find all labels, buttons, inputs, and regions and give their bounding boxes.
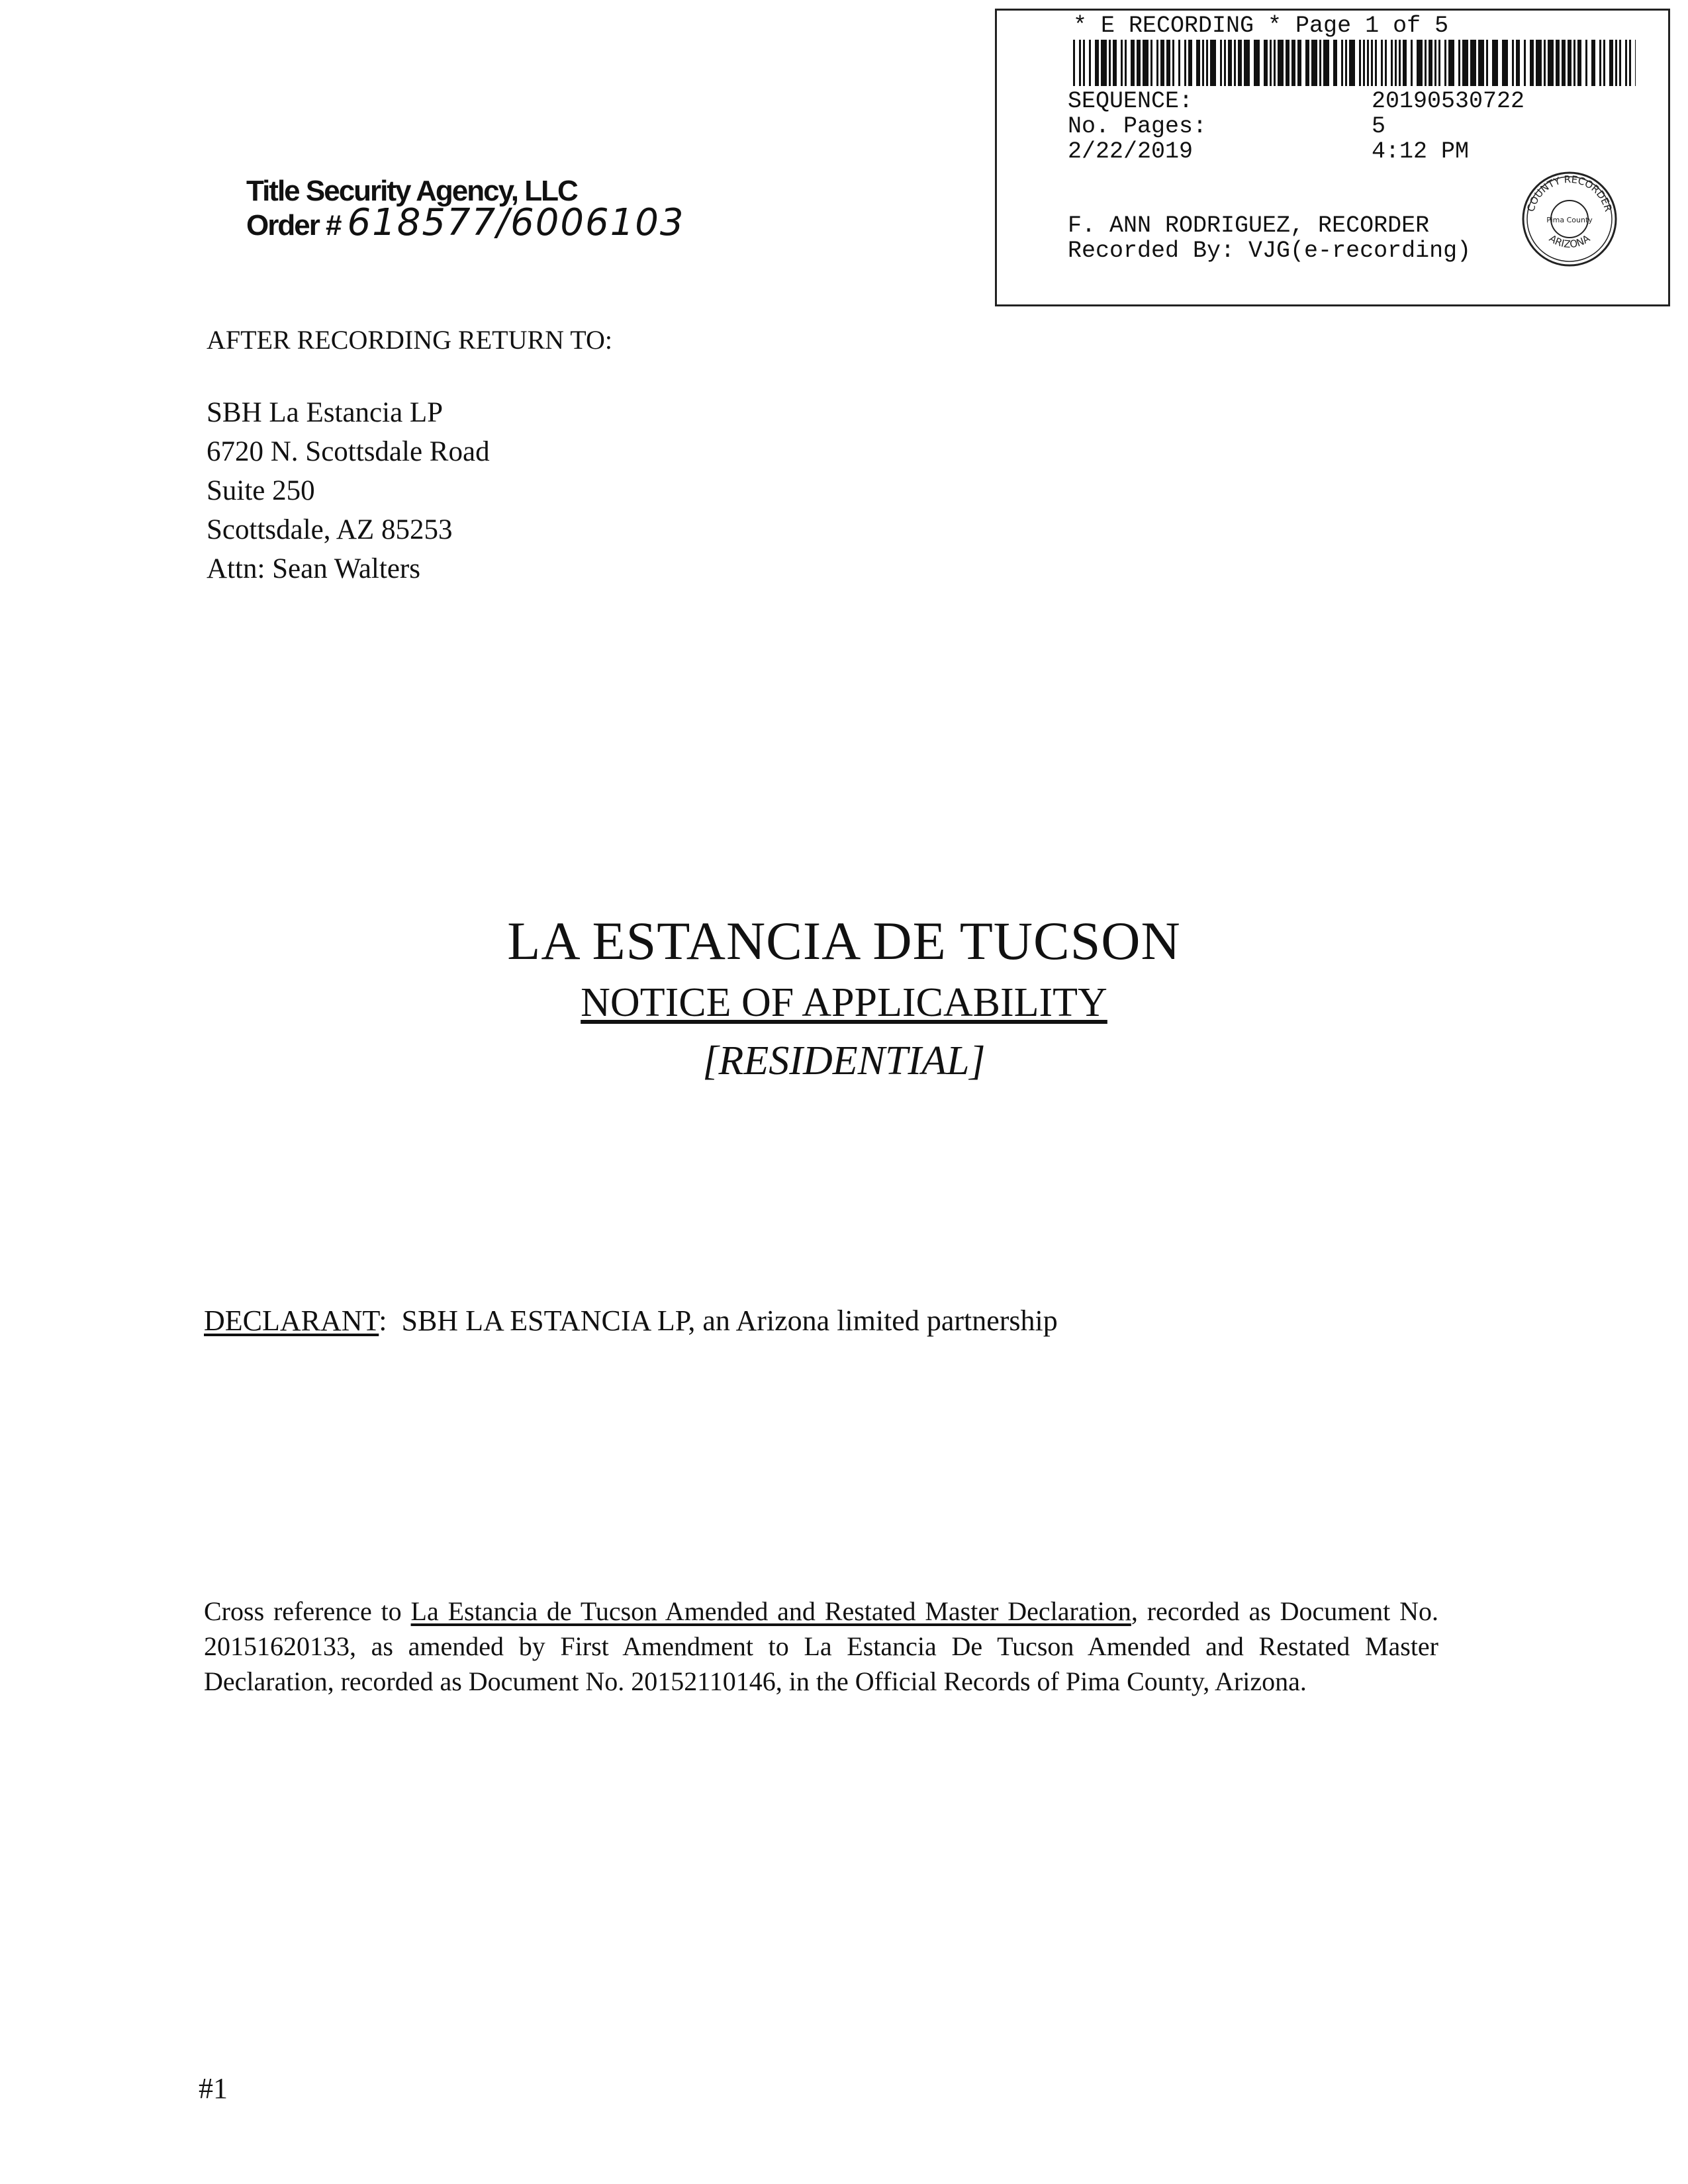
barcode-bar: [1150, 40, 1152, 86]
barcode-bar: [1411, 40, 1413, 86]
barcode-bar: [1172, 40, 1174, 86]
recorder-name: F. ANN RODRIGUEZ, RECORDER: [1068, 212, 1430, 239]
declarant-name: SBH LA ESTANCIA LP,: [401, 1304, 696, 1337]
barcode-bar: [1458, 40, 1460, 86]
barcode-bar: [1101, 40, 1107, 86]
barcode-bar: [1178, 40, 1180, 86]
recorded-by: Recorded By: VJG(e-recording): [1068, 238, 1472, 264]
barcode-bar: [1556, 40, 1560, 86]
barcode-bar: [1385, 40, 1387, 86]
cross-reference-doc-title: La Estancia de Tucson Amended and Restated Master Declaration: [410, 1596, 1131, 1626]
barcode-bar: [1512, 40, 1514, 86]
barcode-bar: [1349, 40, 1355, 86]
barcode-bar: [1536, 40, 1542, 86]
declarant-line: [204, 1304, 1058, 1338]
barcode-bar: [1125, 40, 1127, 86]
document-subtitle: NOTICE OF APPLICABILITY: [581, 980, 1107, 1025]
barcode-bar: [1297, 40, 1301, 86]
cross-reference-prefix: Cross reference to: [204, 1596, 402, 1626]
declarant-colon: :: [379, 1304, 387, 1337]
barcode-bar: [1486, 40, 1488, 86]
barcode-bar: [1381, 40, 1383, 86]
barcode-bar: [1585, 40, 1587, 86]
barcode-bar: [1399, 40, 1401, 86]
barcode-bar: [1319, 40, 1321, 86]
barcode-bar: [1573, 40, 1575, 86]
stamp-order-line: [246, 201, 685, 244]
barcode-bar: [1462, 40, 1468, 86]
barcode-bar: [1274, 40, 1276, 86]
svg-text:COUNTY RECORDER: [1524, 173, 1614, 213]
barcode-bar: [1311, 40, 1317, 86]
barcode-bar: [1516, 40, 1520, 86]
barcode-bar: [1609, 40, 1613, 86]
barcode-bar: [1371, 40, 1373, 86]
recording-info-box: [995, 9, 1670, 306]
barcode-bar: [1544, 40, 1546, 86]
barcode-bar: [1286, 40, 1289, 86]
barcode-bar: [1196, 40, 1200, 86]
barcode-bar: [1367, 40, 1369, 86]
barcode-bar: [1121, 40, 1123, 86]
title-company-stamp: [246, 175, 685, 242]
return-to-heading: AFTER RECORDING RETURN TO:: [207, 325, 613, 355]
barcode-bar: [1395, 40, 1397, 86]
document-type: [RESIDENTIAL]: [702, 1038, 986, 1083]
barcode-bar: [1270, 40, 1272, 86]
barcode-bar: [1548, 40, 1554, 86]
barcode-bar: [1291, 40, 1295, 86]
barcode-bar: [1434, 40, 1436, 86]
recording-header: * E RECORDING * Page 1 of 5: [1073, 13, 1449, 39]
barcode-bar: [1375, 40, 1377, 86]
return-address-line: Scottsdale, AZ 85253: [207, 514, 453, 545]
barcode-bar: [1089, 40, 1091, 86]
barcode-bar: [1083, 40, 1085, 86]
barcode-bar: [1502, 40, 1508, 86]
barcode-bar: [1206, 40, 1208, 86]
pages-label: No. Pages:: [1068, 113, 1207, 140]
barcode-bar: [1530, 40, 1534, 86]
declarant-description: an Arizona limited partnership: [702, 1304, 1058, 1337]
barcode-bar: [1188, 40, 1192, 86]
barcode-bar: [1345, 40, 1347, 86]
cross-reference-paragraph: [204, 1594, 1438, 1699]
barcode-bar: [1305, 40, 1309, 86]
document-title: LA ESTANCIA DE TUCSON: [507, 911, 1181, 971]
return-address-line: 6720 N. Scottsdale Road: [207, 436, 490, 467]
barcode-bar: [1220, 40, 1222, 86]
barcode-bar: [1073, 40, 1075, 86]
barcode-bar: [1470, 40, 1476, 86]
barcode-bar: [1137, 40, 1141, 86]
barcode-bar: [1238, 40, 1242, 86]
barcode-bar: [1323, 40, 1329, 86]
stamp-company: Title Security Agency, LLC: [246, 175, 577, 207]
barcode-bar: [1438, 40, 1440, 86]
stamp-order-label: Order #: [246, 209, 341, 242]
seal-text-top: COUNTY RECORDER: [1524, 173, 1615, 213]
barcode-bar: [1603, 40, 1605, 86]
barcode: [1073, 40, 1636, 86]
barcode-bar: [1113, 40, 1117, 86]
barcode-bar: [1244, 40, 1250, 86]
barcode-bar: [1184, 40, 1186, 86]
barcode-bar: [1224, 40, 1226, 86]
barcode-bar: [1635, 40, 1636, 86]
barcode-bar: [1568, 40, 1571, 86]
barcode-bar: [1341, 40, 1343, 86]
barcode-bar: [1524, 40, 1526, 86]
barcode-bar: [1591, 40, 1595, 86]
page-number: #1: [199, 2072, 228, 2105]
barcode-bar: [1095, 40, 1099, 86]
barcode-bar: [1444, 40, 1446, 86]
barcode-bar: [1577, 40, 1581, 86]
barcode-bar: [1359, 40, 1361, 86]
barcode-bar: [1228, 40, 1232, 86]
barcode-bar: [1615, 40, 1617, 86]
barcode-bar: [1391, 40, 1393, 86]
seal-text-bottom: ARIZONA: [1546, 232, 1593, 251]
sequence-value: 20190530722: [1372, 88, 1525, 114]
recording-date: 2/22/2019: [1068, 138, 1194, 165]
barcode-bar: [1156, 40, 1158, 86]
return-address-line: SBH La Estancia LP: [207, 397, 444, 428]
sequence-label: SEQUENCE:: [1068, 88, 1194, 114]
pages-value: 5: [1372, 113, 1386, 140]
seal-text-center: Pima County: [1546, 216, 1593, 224]
recording-time: 4:12 PM: [1372, 138, 1470, 165]
stamp-order-number: 618577/6006103: [347, 201, 685, 244]
return-address-line: Suite 250: [207, 475, 315, 506]
barcode-bar: [1143, 40, 1149, 86]
cross-reference-rest: , recorded as Document No. 20151620133, as amended by First Amendment to La Estancia De Tucson Amended and Restated Master Declaration, recorded as Document No. 20152110146, in the Official Records of Pima County, Arizona.: [204, 1596, 1439, 1696]
barcode-bar: [1278, 40, 1284, 86]
barcode-bar: [1403, 40, 1407, 86]
barcode-bar: [1131, 40, 1135, 86]
barcode-bar: [1599, 40, 1601, 86]
barcode-bar: [1264, 40, 1268, 86]
barcode-bar: [1254, 40, 1260, 86]
barcode-bar: [1202, 40, 1204, 86]
declarant-label: DECLARANT: [204, 1304, 379, 1337]
county-seal-icon: [1520, 169, 1619, 269]
barcode-bar: [1448, 40, 1454, 86]
barcode-bar: [1234, 40, 1236, 86]
barcode-bar: [1619, 40, 1621, 86]
barcode-bar: [1363, 40, 1365, 86]
barcode-bar: [1079, 40, 1081, 86]
return-address-line: Attn: Sean Walters: [207, 553, 420, 584]
barcode-bar: [1562, 40, 1566, 86]
barcode-bar: [1333, 40, 1337, 86]
barcode-bar: [1478, 40, 1484, 86]
barcode-bar: [1492, 40, 1498, 86]
barcode-bar: [1417, 40, 1423, 86]
barcode-bar: [1425, 40, 1427, 86]
barcode-bar: [1429, 40, 1432, 86]
barcode-bar: [1109, 40, 1111, 86]
barcode-bar: [1210, 40, 1216, 86]
barcode-bar: [1160, 40, 1164, 86]
barcode-bar: [1625, 40, 1627, 86]
svg-text:ARIZONA: [1547, 232, 1593, 251]
barcode-bar: [1166, 40, 1170, 86]
barcode-bar: [1629, 40, 1631, 86]
